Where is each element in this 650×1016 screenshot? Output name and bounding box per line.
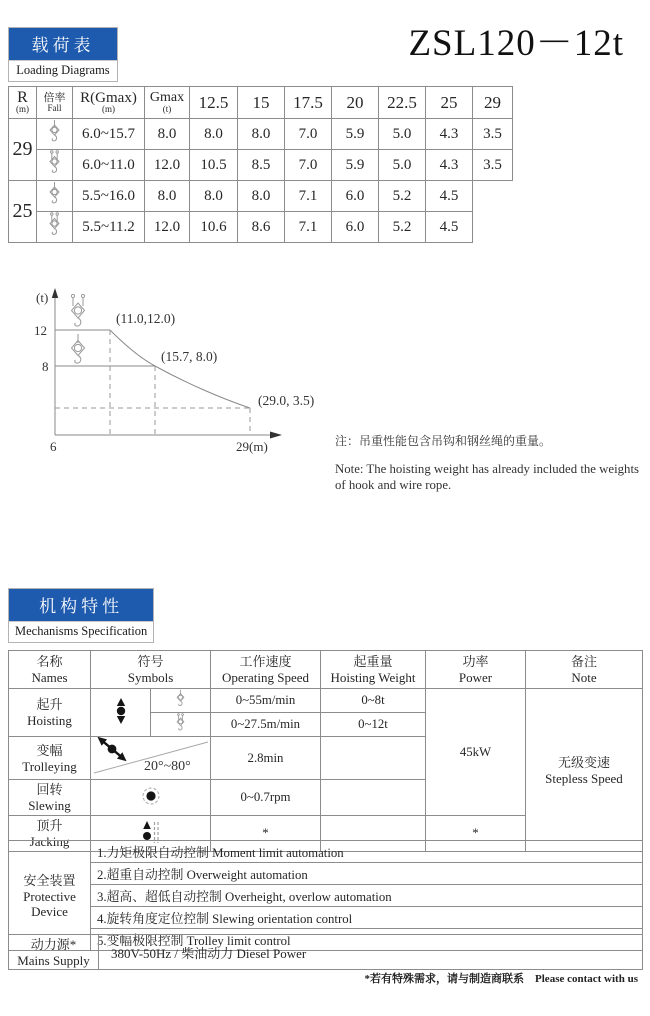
symbols-zh: 符号 (137, 654, 164, 669)
power-en: Power (458, 670, 493, 685)
mains-zh: 动力源* (30, 936, 77, 952)
load-cell: 8.5 (238, 150, 285, 181)
speed-value: 0~55m/min (211, 689, 321, 713)
rgmax-label: R(Gmax) (80, 90, 137, 106)
load-cell: 5.2 (379, 212, 426, 243)
gmax-cell: 12.0 (145, 150, 190, 181)
header-cell-rgmax (73, 87, 145, 119)
load-cell: 4.5 (426, 212, 473, 243)
mains-supply-table (8, 934, 643, 970)
footer-note: *若有特殊需求，请与制造商联系 Please contact with us (364, 973, 638, 985)
load-cell: 8.0 (190, 181, 238, 212)
header-cell-radius: 29 (473, 87, 513, 119)
hoisting-zh: 起升 (36, 697, 63, 712)
double-fall-hook-icon (174, 713, 187, 732)
symbol-cell (151, 689, 211, 713)
x-tick-29: 29(m) (236, 439, 268, 454)
power-value: 45kW (426, 689, 526, 816)
stepless-zh: 无级变速 (557, 754, 610, 770)
note-en: Note: The hoisting weight has already included the weights of hook and wire rope. (335, 462, 639, 492)
header-cell-note (526, 651, 643, 689)
r-value-cell: 29 (9, 119, 37, 181)
load-cell: 10.6 (190, 212, 238, 243)
note-zh: 注：吊重性能包含吊钩和钢丝绳的重量。 (335, 434, 552, 448)
load-cell: 5.9 (332, 150, 379, 181)
header-cell-radius: 25 (426, 87, 473, 119)
range-cell: 6.0~11.0 (73, 150, 145, 181)
badge-title-zh: 载荷表 (9, 28, 117, 60)
mech-name-trolleying (9, 737, 91, 780)
mechanisms-table (8, 650, 643, 852)
header-cell-speed (211, 651, 321, 689)
angle-range-label: 20°~80° (143, 759, 191, 774)
table-row (9, 212, 513, 243)
slewing-zh: 回转 (36, 782, 63, 797)
symbol-cell (91, 737, 211, 780)
load-cell: 3.5 (473, 150, 513, 181)
table-row (9, 181, 513, 212)
speed-zh: 工作速度 (239, 654, 292, 669)
gmax-cell: 8.0 (145, 119, 190, 150)
single-fall-hook-icon (47, 181, 62, 206)
y-axis-arrow-icon (52, 288, 58, 298)
range-cell: 5.5~16.0 (73, 181, 145, 212)
table-row (9, 885, 643, 907)
symbol-cell (91, 689, 151, 737)
weight-value: 0~8t (321, 689, 426, 713)
table-row (9, 119, 513, 150)
power-zh: 功率 (462, 654, 489, 669)
gmax-cell: 12.0 (145, 212, 190, 243)
y-tick-12: 12 (34, 323, 47, 338)
load-cell: 10.5 (190, 150, 238, 181)
load-cell: 8.6 (238, 212, 285, 243)
protective-item: 3.超高、超低自动控制 Overheight, overlow automation (91, 885, 643, 907)
load-cell: 7.1 (285, 212, 332, 243)
capacity-curve (110, 330, 250, 408)
double-fall-hook-icon (47, 150, 62, 175)
annotation-point-1: (11.0,12.0) (116, 311, 176, 326)
blank-cell (473, 212, 513, 243)
header-cell-radius: 17.5 (285, 87, 332, 119)
names-zh: 名称 (36, 654, 63, 669)
header-cell-r (9, 87, 37, 119)
load-cell: 7.0 (285, 119, 332, 150)
protective-item: 4.旋转角度定位控制 Slewing orientation control (91, 907, 643, 929)
hoisting-updown-arrow-icon (112, 697, 130, 725)
table-row (9, 841, 643, 863)
load-cell: 5.0 (379, 119, 426, 150)
badge-title-en: Loading Diagrams (9, 60, 117, 81)
symbol-cell (151, 713, 211, 737)
gmax-unit: (t) (162, 104, 172, 114)
mech-name-hoisting (9, 689, 91, 737)
weight-value: 0~12t (321, 713, 426, 737)
load-table (8, 86, 513, 243)
blank-cell (473, 181, 513, 212)
protective-en: Protective Device (23, 888, 76, 919)
load-cell: 4.3 (426, 150, 473, 181)
table-row (9, 150, 513, 181)
table-row (9, 907, 643, 929)
jacking-en: Jacking (29, 834, 70, 849)
r-label: R (17, 89, 28, 106)
annotation-point-3: (29.0, 3.5) (258, 393, 315, 408)
load-cell: 5.9 (332, 119, 379, 150)
header-cell-names (9, 651, 91, 689)
page-title: ZSL120－12t (408, 23, 624, 64)
fall-zh: 倍率 (43, 92, 66, 104)
x-axis-arrow-icon (270, 432, 282, 439)
fall-cell (37, 119, 73, 150)
header-cell-weight (321, 651, 426, 689)
hoisting-en: Hoisting (27, 713, 72, 728)
weight-zh: 起重量 (353, 654, 393, 669)
protective-item: 2.超重自动控制 Overweight automation (91, 863, 643, 885)
load-cell: 6.0 (332, 212, 379, 243)
table-row-hoisting (9, 689, 643, 713)
mains-en: Mains Supply (17, 952, 90, 968)
note-value (526, 689, 643, 852)
chart-notes (335, 432, 643, 493)
gmax-label: Gmax (149, 90, 185, 105)
mech-name-slewing (9, 780, 91, 816)
speed-value: 2.8min (211, 737, 321, 780)
fall-cell (37, 212, 73, 243)
badge-title-en: Mechanisms Specification (9, 621, 153, 642)
header-cell-radius: 15 (238, 87, 285, 119)
r-value-cell: 25 (9, 181, 37, 243)
gmax-cell: 8.0 (145, 181, 190, 212)
header-cell-radius: 20 (332, 87, 379, 119)
header-cell-gmax (145, 87, 190, 119)
load-cell: 8.0 (238, 181, 285, 212)
mains-value: 380V-50Hz / 柴油动力 Diesel Power (99, 935, 643, 970)
protective-item: 5.变幅极限控制 Trolley limit control (91, 929, 643, 951)
trolleying-angle-icon (92, 737, 210, 775)
header-cell-radius: 22.5 (379, 87, 426, 119)
header-cell-power (426, 651, 526, 689)
stepless-en: Stepless Speed (545, 770, 623, 786)
blank-cell (321, 780, 426, 816)
load-cell: 7.1 (285, 181, 332, 212)
load-cell: 4.3 (426, 119, 473, 150)
table-row (9, 863, 643, 885)
speed-value: 0~27.5m/min (211, 713, 321, 737)
note-en: Note (571, 670, 597, 685)
single-fall-hook-icon (72, 334, 85, 363)
speed-value: * (211, 816, 321, 852)
jacking-zh: 顶升 (36, 818, 63, 833)
x-tick-6: 6 (50, 439, 57, 454)
load-cell: 5.0 (379, 150, 426, 181)
r-unit: (m) (16, 104, 29, 114)
annotation-point-2: (15.7, 8.0) (161, 349, 218, 364)
fall-cell (37, 150, 73, 181)
load-cell: 4.5 (426, 181, 473, 212)
mains-label-cell (9, 935, 99, 970)
header-cell-symbols (91, 651, 211, 689)
dashed-guides (55, 330, 250, 435)
load-cell: 5.2 (379, 181, 426, 212)
speed-en: Operating Speed (221, 670, 309, 685)
single-fall-hook-icon (174, 689, 187, 708)
symbol-cell (91, 780, 211, 816)
slewing-icon (139, 784, 163, 808)
load-cell: 8.0 (238, 119, 285, 150)
badge-title-zh: 机构特性 (9, 589, 153, 621)
load-cell: 8.0 (190, 119, 238, 150)
y-axis-label: (t) (36, 290, 49, 305)
loading-diagrams-badge (8, 27, 118, 82)
fall-cell (37, 181, 73, 212)
rgmax-unit: (m) (102, 104, 115, 114)
note-zh: 备注 (570, 654, 597, 669)
header-cell-fall (37, 87, 73, 119)
protective-zh: 安全装置 (23, 872, 76, 888)
protective-item: 1.力矩极限自动控制 Moment limit automation (91, 841, 643, 863)
double-fall-hook-icon (47, 212, 62, 237)
trolleying-zh: 变幅 (36, 742, 63, 758)
range-cell: 5.5~11.2 (73, 212, 145, 243)
double-fall-hook-icon (71, 294, 84, 326)
y-tick-8: 8 (42, 359, 49, 374)
names-en: Names (31, 670, 68, 685)
blank-cell (321, 737, 426, 780)
load-curve-chart (12, 282, 352, 467)
mechanisms-specification-badge (8, 588, 154, 643)
range-cell: 6.0~15.7 (73, 119, 145, 150)
symbols-en: Symbols (127, 670, 174, 685)
fall-en: Fall (47, 103, 62, 113)
load-cell: 7.0 (285, 150, 332, 181)
header-cell-radius: 12.5 (190, 87, 238, 119)
weight-en: Hoisting Weight (330, 670, 416, 685)
power-value: * (426, 816, 526, 852)
speed-value: 0~0.7rpm (211, 780, 321, 816)
load-cell: 3.5 (473, 119, 513, 150)
load-cell: 6.0 (332, 181, 379, 212)
trolleying-en: Trolleying (22, 758, 77, 774)
table-row (9, 935, 643, 970)
slewing-en: Slewing (28, 798, 71, 813)
single-fall-hook-icon (47, 119, 62, 144)
